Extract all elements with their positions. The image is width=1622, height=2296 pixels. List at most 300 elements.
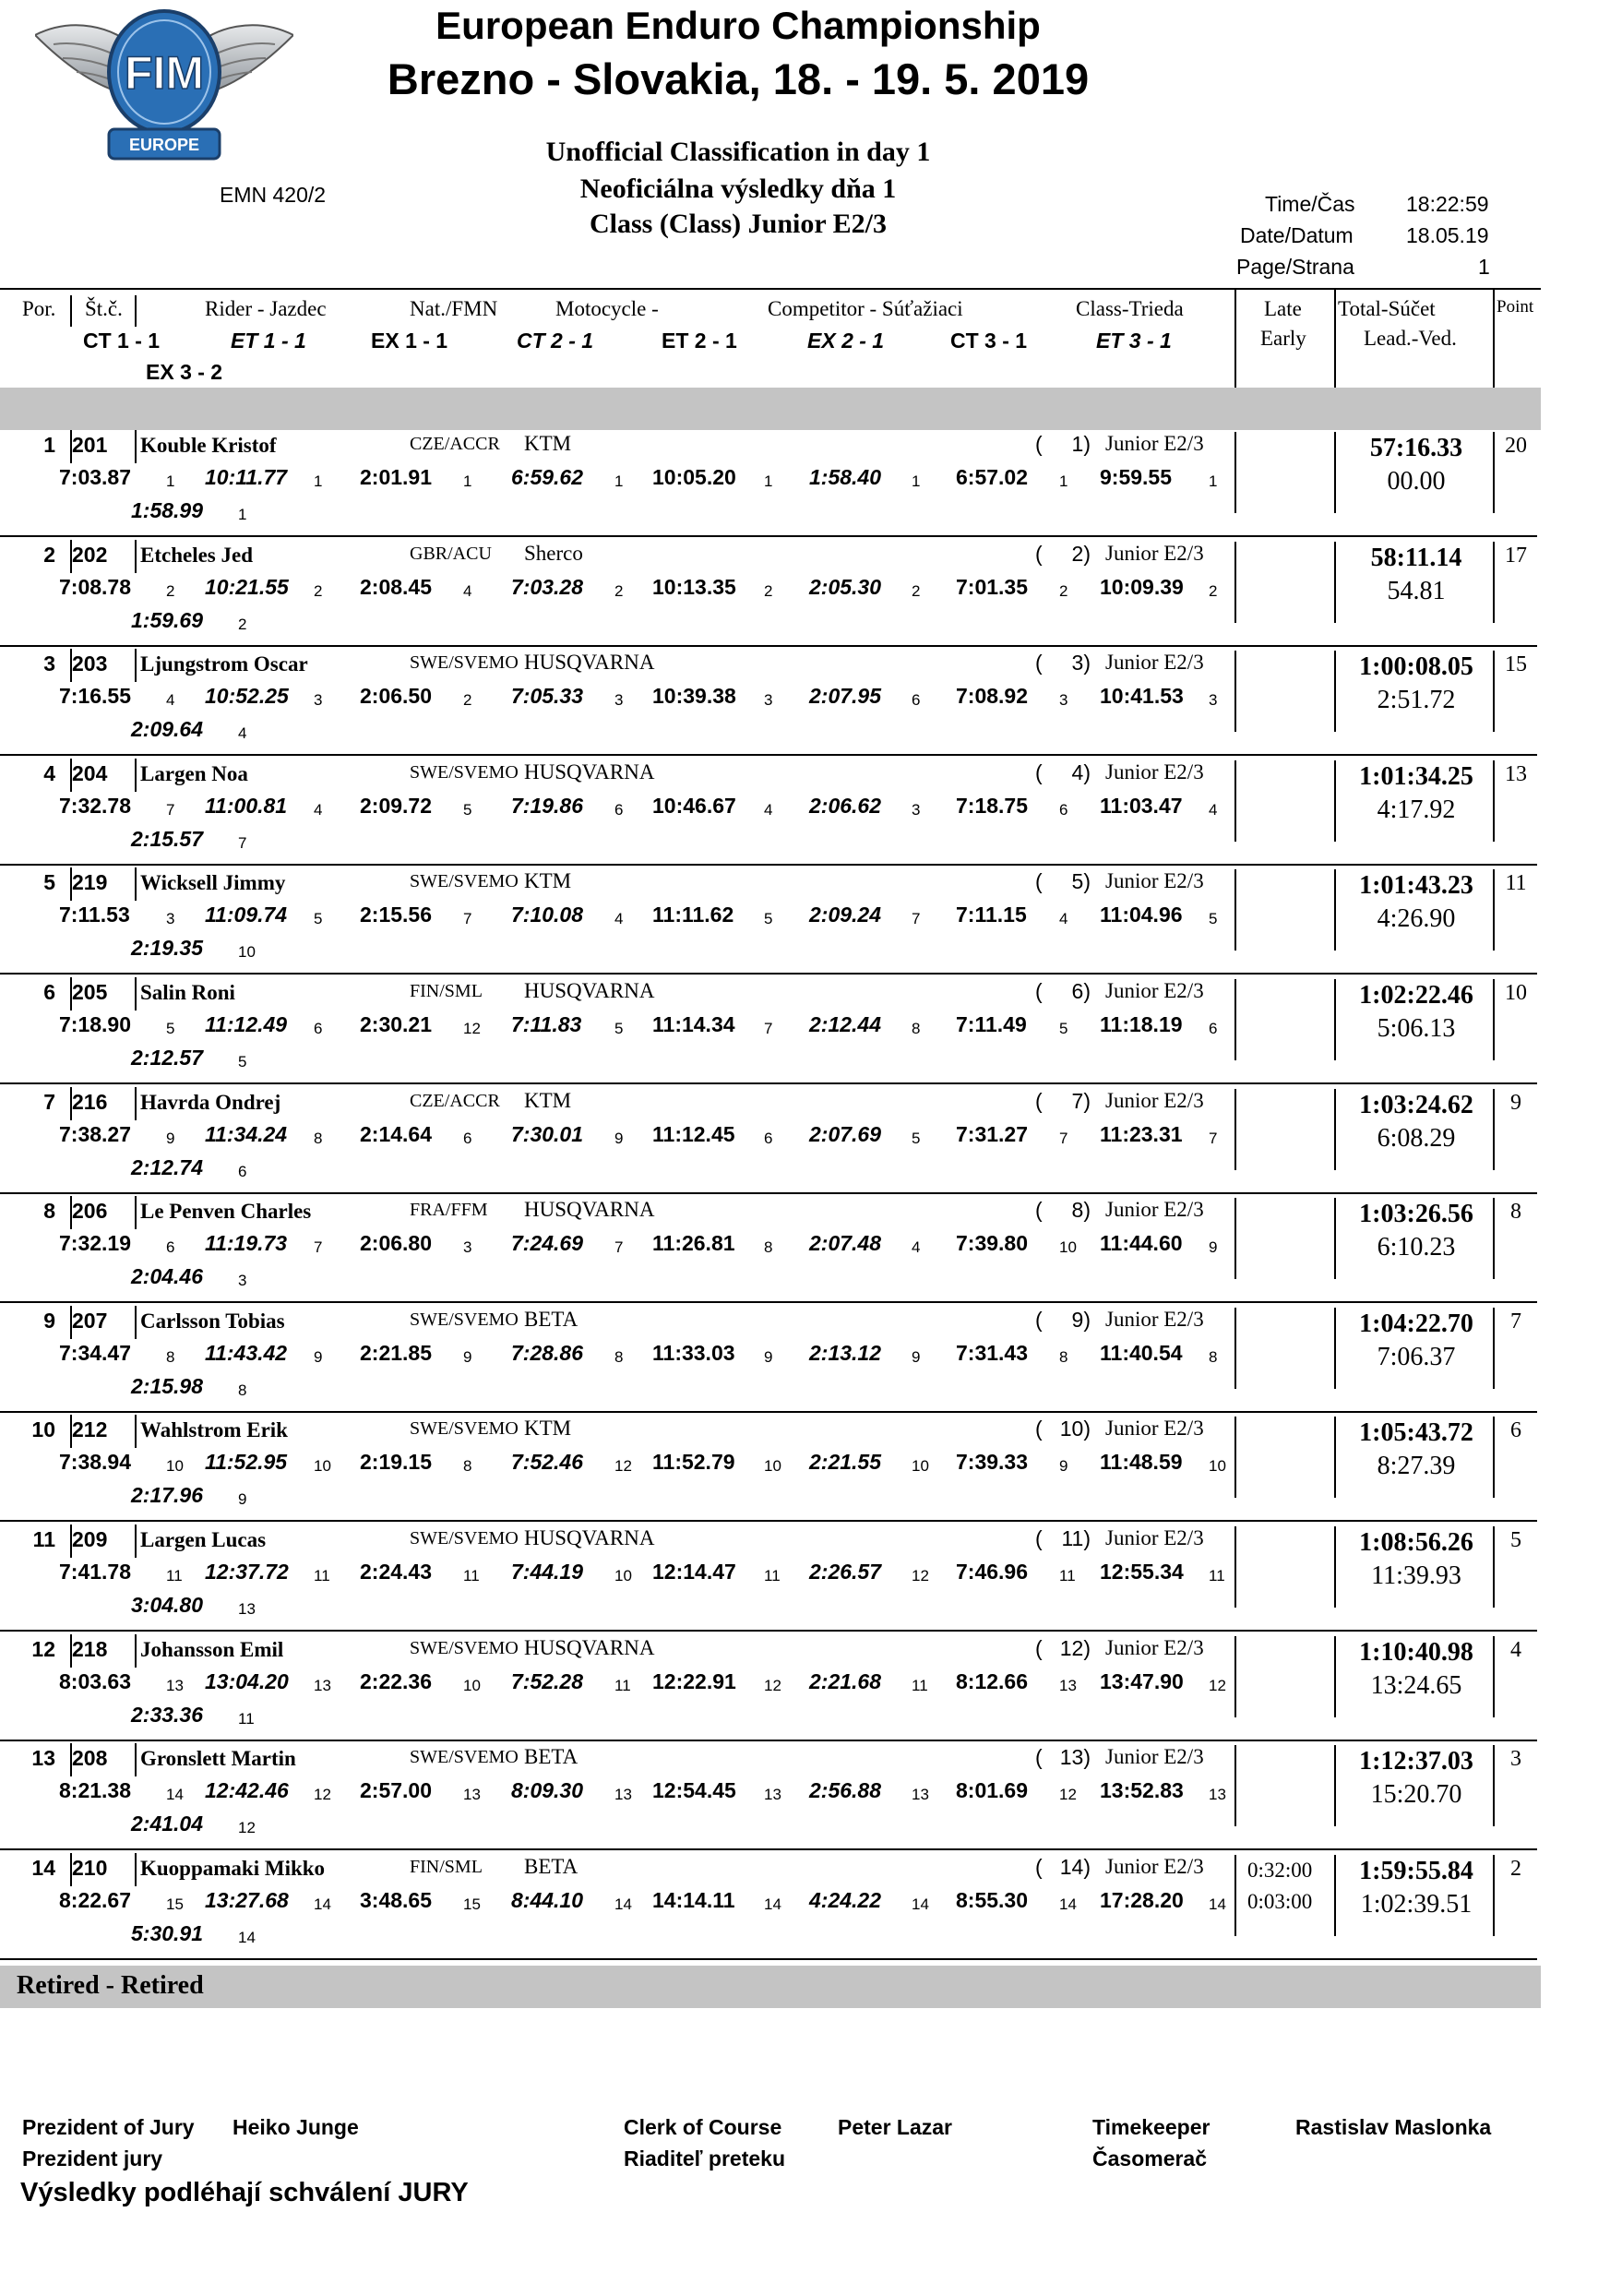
table-row: [0, 974, 1537, 1084]
column-divider: [1334, 1417, 1336, 1498]
ct1-time: 7:34.47: [59, 1340, 132, 1365]
total-time: 1:59:55.84: [1359, 1856, 1473, 1885]
column-divider: [1234, 1636, 1236, 1717]
rider-name: Wicksell Jimmy: [140, 871, 286, 895]
et1-time: 13:27.68: [205, 1887, 289, 1912]
ct1-time: 7:11.53: [59, 903, 130, 927]
ex2-time: 2:12.44: [809, 1012, 882, 1036]
col-class: Class-Trieda: [1076, 297, 1184, 320]
header-top-line: [0, 288, 1541, 290]
ex2-rank: 14: [912, 1895, 929, 1913]
et1-rank: 6: [314, 1020, 323, 1037]
start-number: 218: [72, 1636, 108, 1661]
et3-time: 10:09.39: [1100, 574, 1184, 599]
jury-name: Heiko Junge: [233, 2115, 359, 2139]
points: 5: [1510, 1528, 1521, 1552]
position: 4: [43, 760, 55, 785]
column-divider: [135, 1525, 137, 1558]
et1-rank: 9: [314, 1347, 323, 1366]
competitor-number: 1): [1071, 432, 1091, 456]
ct2-time: 7:44.19: [511, 1560, 584, 1584]
ct3-time: 7:18.75: [956, 793, 1029, 818]
ex2-rank: 4: [912, 1238, 921, 1257]
table-row: [0, 1849, 1537, 1960]
ex1-time: 2:22.36: [360, 1668, 433, 1693]
subtitle-sk: Neoficiálna výsledky dňa 1: [579, 173, 897, 204]
et2-time: 11:14.34: [652, 1012, 735, 1036]
et2-time: 12:22.91: [652, 1668, 736, 1693]
ex2-time: 2:07.69: [809, 1121, 882, 1146]
start-number: 206: [72, 1199, 108, 1224]
et1-time: 11:12.49: [205, 1012, 288, 1036]
column-divider: [1234, 869, 1236, 951]
nation-fmn: SWE/SVEMO: [410, 1528, 519, 1549]
start-number: 208: [72, 1746, 108, 1771]
et3-time: 11:18.19: [1100, 1012, 1183, 1036]
points: 13: [1505, 761, 1527, 786]
column-divider: [1334, 1308, 1336, 1389]
ct1-time: 7:18.90: [59, 1012, 132, 1036]
nation-fmn: SWE/SVEMO: [410, 652, 519, 674]
et2-time: 12:14.47: [652, 1560, 736, 1584]
nation-fmn: FIN/SML: [410, 1856, 483, 1877]
position: 12: [31, 1636, 55, 1661]
clerk-label-sk: Riaditeľ preteku: [624, 2147, 786, 2170]
rider-name: Le Penven Charles: [140, 1200, 312, 1224]
ex1-time: 2:30.21: [360, 1012, 433, 1036]
et3-rank: 9: [1209, 1238, 1218, 1257]
ct2-rank: 3: [614, 691, 624, 710]
jury-label: Prezident of Jury: [22, 2115, 195, 2139]
early-time: 0:03:00: [1247, 1889, 1313, 1913]
et1-time: 12:37.72: [205, 1560, 289, 1584]
ex1-time: 2:57.00: [360, 1778, 433, 1803]
ex2-time: 4:24.22: [809, 1887, 882, 1912]
ct1-time: 8:22.67: [59, 1887, 132, 1912]
col-ct31: CT 3 - 1: [950, 329, 1028, 353]
competitor-number: 14): [1059, 1854, 1091, 1879]
ct2-rank: 5: [614, 1020, 624, 1037]
column-divider: [1234, 1308, 1236, 1389]
et2-time: 14:14.11: [652, 1887, 735, 1912]
ex3-rank: 5: [238, 1053, 247, 1070]
et2-rank: 12: [764, 1676, 781, 1694]
class: Junior E2/3: [1105, 869, 1204, 893]
ct2-time: 7:19.86: [511, 793, 584, 818]
ct1-rank: 1: [166, 472, 175, 490]
page-label: Page/Strana: [1236, 255, 1354, 279]
table-row: [0, 1192, 1537, 1303]
rider-name: Kuoppamaki Mikko: [140, 1856, 326, 1880]
start-number: 204: [72, 760, 108, 785]
timekeeper-label: Timekeeper: [1092, 2115, 1211, 2139]
ex3-time: 2:04.46: [131, 1264, 204, 1289]
lead-gap: 1:02:39.51: [1360, 1889, 1473, 1919]
ex2-time: 2:56.88: [809, 1778, 882, 1803]
ex2-time: 2:09.24: [809, 903, 882, 927]
motorcycle: HUSQVARNA: [524, 651, 655, 675]
col-stc: Št.č.: [85, 297, 123, 320]
et3-time: 11:44.60: [1100, 1231, 1183, 1256]
et2-rank: 4: [764, 800, 773, 819]
column-divider: [1334, 1636, 1336, 1717]
column-divider: [1234, 1855, 1236, 1936]
et2-time: 10:13.35: [652, 574, 736, 599]
ct3-rank: 8: [1059, 1347, 1068, 1366]
column-divider: [135, 649, 137, 682]
table-row: [0, 426, 1537, 537]
ct3-time: 7:31.27: [956, 1121, 1029, 1146]
ct1-rank: 6: [166, 1238, 175, 1257]
et1-rank: 5: [314, 910, 323, 928]
ex3-rank: 2: [238, 615, 247, 633]
et2-rank: 1: [764, 472, 773, 490]
ct2-rank: 2: [614, 581, 624, 600]
ex1-time: 2:15.56: [360, 903, 433, 927]
ex2-rank: 13: [912, 1786, 929, 1804]
et3-time: 9:59.55: [1100, 465, 1173, 489]
et3-rank: 5: [1209, 910, 1218, 928]
ex1-rank: 8: [463, 1457, 472, 1476]
lead-gap: 5:06.13: [1377, 1014, 1456, 1043]
rider-name: Etcheles Jed: [140, 543, 254, 567]
column-divider: [1234, 432, 1236, 513]
et3-rank: 12: [1209, 1676, 1226, 1694]
column-divider: [135, 1196, 137, 1229]
et2-time: 10:05.20: [652, 465, 736, 489]
ex2-rank: 2: [912, 581, 921, 600]
nation-fmn: SWE/SVEMO: [410, 1418, 519, 1440]
et1-rank: 7: [314, 1238, 323, 1257]
start-number: 205: [72, 980, 108, 1004]
col-nat: Nat./FMN: [410, 297, 498, 320]
nation-fmn: SWE/SVEMO: [410, 1309, 519, 1330]
et1-rank: 8: [314, 1129, 323, 1147]
et3-time: 13:47.90: [1100, 1668, 1184, 1693]
et1-rank: 13: [314, 1676, 331, 1694]
class: Junior E2/3: [1105, 1307, 1204, 1331]
ex1-rank: 12: [463, 1020, 481, 1037]
total-time: 57:16.33: [1369, 434, 1463, 462]
et3-rank: 3: [1209, 691, 1218, 710]
ex1-rank: 10: [463, 1676, 481, 1694]
ct2-time: 7:10.08: [511, 903, 584, 927]
rider-name: Largen Noa: [140, 761, 248, 785]
ct1-time: 7:41.78: [59, 1560, 132, 1584]
et3-rank: 11: [1209, 1567, 1225, 1584]
competitor-paren: (: [1035, 1526, 1043, 1550]
table-row: [0, 1411, 1537, 1522]
table-row: [0, 1302, 1537, 1413]
rider-name: Wahlstrom Erik: [140, 1418, 288, 1442]
competitor-paren: (: [1035, 1417, 1043, 1441]
competitor-paren: (: [1035, 1854, 1043, 1879]
et3-time: 11:03.47: [1100, 793, 1183, 818]
et1-rank: 10: [314, 1457, 331, 1476]
et2-rank: 2: [764, 581, 773, 600]
et3-rank: 8: [1209, 1347, 1218, 1366]
ct3-rank: 5: [1059, 1020, 1068, 1037]
ct1-rank: 14: [166, 1786, 184, 1804]
et1-rank: 12: [314, 1786, 331, 1804]
ex2-rank: 6: [912, 691, 921, 710]
ex3-rank: 12: [238, 1819, 256, 1837]
ct2-rank: 7: [614, 1238, 624, 1257]
ex2-time: 1:58.40: [809, 465, 882, 489]
points: 3: [1510, 1747, 1521, 1772]
et1-time: 11:52.95: [205, 1450, 288, 1475]
et2-rank: 9: [764, 1347, 773, 1366]
ct3-rank: 14: [1059, 1895, 1077, 1913]
ex3-time: 5:30.91: [131, 1920, 204, 1945]
start-number: 210: [72, 1855, 108, 1880]
ex3-time: 2:12.74: [131, 1154, 204, 1179]
et1-rank: 11: [314, 1567, 330, 1584]
motorcycle: HUSQVARNA: [524, 1198, 655, 1222]
total-time: 1:00:08.05: [1359, 652, 1473, 682]
position: 11: [32, 1527, 55, 1551]
et1-time: 12:42.46: [205, 1778, 289, 1803]
ex1-rank: 1: [463, 472, 472, 490]
total-time: 1:08:56.26: [1359, 1528, 1473, 1557]
class: Junior E2/3: [1105, 1417, 1204, 1441]
total-time: 1:10:40.98: [1359, 1637, 1473, 1667]
position: 2: [43, 542, 55, 567]
ex1-time: 2:06.80: [360, 1231, 433, 1256]
class: Junior E2/3: [1105, 1198, 1204, 1222]
col-lead: Lead.-Ved.: [1364, 327, 1457, 350]
column-divider: [1234, 542, 1236, 623]
ex2-time: 2:13.12: [809, 1340, 882, 1365]
ct3-time: 8:12.66: [956, 1668, 1029, 1693]
clerk-name: Peter Lazar: [838, 2115, 953, 2139]
ct2-rank: 1: [614, 472, 624, 490]
et3-time: 17:28.20: [1100, 1887, 1184, 1912]
et3-rank: 1: [1209, 472, 1218, 490]
position: 8: [43, 1199, 55, 1224]
ct3-time: 7:11.15: [956, 903, 1027, 927]
rider-name: Carlsson Tobias: [140, 1309, 285, 1333]
column-divider: [1234, 1089, 1236, 1170]
col-moto: Motocycle -: [555, 297, 659, 320]
et3-rank: 6: [1209, 1020, 1218, 1037]
et2-time: 10:39.38: [652, 684, 736, 709]
column-divider: [1334, 432, 1336, 513]
ct2-rank: 8: [614, 1347, 624, 1366]
ct3-rank: 9: [1059, 1457, 1068, 1476]
et2-rank: 14: [764, 1895, 781, 1913]
ct2-time: 7:05.33: [511, 684, 584, 709]
ex1-time: 2:06.50: [360, 684, 433, 709]
ct2-time: 7:11.83: [511, 1012, 582, 1036]
col-late: Late: [1264, 297, 1302, 320]
column-divider: [1334, 542, 1336, 623]
et2-time: 12:54.45: [652, 1778, 736, 1803]
competitor-number: 2): [1071, 541, 1091, 566]
ct1-rank: 7: [166, 800, 175, 819]
position: 1: [43, 433, 55, 457]
ex3-rank: 10: [238, 943, 256, 962]
ex1-rank: 11: [463, 1567, 480, 1584]
ct1-time: 7:08.78: [59, 574, 132, 599]
lead-gap: 7:06.37: [1377, 1342, 1456, 1371]
ct2-rank: 9: [614, 1129, 624, 1147]
et3-time: 11:04.96: [1100, 903, 1183, 927]
ex1-time: 2:21.85: [360, 1340, 433, 1365]
start-number: 201: [72, 433, 108, 457]
column-divider: [1234, 1526, 1236, 1608]
ex3-time: 1:59.69: [131, 607, 204, 632]
ex3-rank: 3: [238, 1272, 247, 1290]
ex1-time: 3:48.65: [360, 1887, 433, 1912]
ex2-time: 2:21.68: [809, 1668, 882, 1693]
total-time: 1:01:43.23: [1359, 871, 1473, 901]
lead-gap: 00.00: [1387, 467, 1446, 496]
ct3-time: 8:01.69: [956, 1778, 1029, 1803]
ct3-rank: 3: [1059, 691, 1068, 710]
time-value: 18:22:59: [1406, 192, 1489, 216]
ex1-time: 2:09.72: [360, 793, 433, 818]
ct2-time: 8:09.30: [511, 1778, 584, 1803]
points: 15: [1505, 652, 1527, 677]
competitor-paren: (: [1035, 1635, 1043, 1660]
motorcycle: KTM: [524, 1088, 572, 1112]
competitor-number: 8): [1071, 1198, 1091, 1223]
column-divider: [135, 1087, 137, 1120]
ex1-rank: 9: [463, 1347, 472, 1366]
column-divider: [135, 867, 137, 901]
total-time: 1:12:37.03: [1359, 1747, 1473, 1776]
lead-gap: 8:27.39: [1377, 1452, 1456, 1481]
ex2-time: 2:07.95: [809, 684, 882, 709]
column-divider: [1334, 651, 1336, 732]
ex1-rank: 4: [463, 581, 472, 600]
ex3-time: 3:04.80: [131, 1593, 204, 1617]
ex2-rank: 11: [912, 1676, 928, 1694]
ex3-time: 2:12.57: [131, 1046, 204, 1070]
ex2-time: 2:05.30: [809, 574, 882, 599]
competitor-paren: (: [1035, 1307, 1043, 1332]
ct3-rank: 7: [1059, 1129, 1068, 1147]
ct1-time: 7:38.27: [59, 1121, 132, 1146]
table-row: [0, 645, 1537, 756]
column-divider: [135, 1853, 137, 1886]
ct3-time: 7:46.96: [956, 1560, 1029, 1584]
column-divider: [135, 430, 137, 463]
table-row: [0, 864, 1537, 975]
table-row: [0, 755, 1537, 866]
nation-fmn: CZE/ACCR: [410, 1090, 500, 1111]
competitor-number: 5): [1071, 869, 1091, 894]
total-time: 1:01:34.25: [1359, 761, 1473, 791]
ex3-rank: 9: [238, 1490, 247, 1509]
ex3-time: 1:58.99: [131, 498, 204, 522]
column-divider: [1334, 760, 1336, 842]
timekeeper-label-sk: Časomerač: [1092, 2147, 1208, 2170]
ex3-rank: 13: [238, 1600, 256, 1618]
ex3-time: 2:41.04: [131, 1812, 204, 1836]
competitor-number: 13): [1059, 1745, 1091, 1770]
ex1-time: 2:14.64: [360, 1121, 433, 1146]
ex3-rank: 4: [238, 724, 247, 743]
ct2-time: 7:52.28: [511, 1668, 584, 1693]
ct2-rank: 13: [614, 1786, 632, 1804]
et1-time: 11:00.81: [205, 793, 288, 818]
et3-time: 10:41.53: [1100, 684, 1184, 709]
date-value: 18.05.19: [1406, 223, 1489, 247]
nation-fmn: SWE/SVEMO: [410, 761, 519, 783]
ct2-time: 8:44.10: [511, 1887, 584, 1912]
class: Junior E2/3: [1105, 1854, 1204, 1878]
et2-time: 10:46.67: [652, 793, 736, 818]
ex1-rank: 7: [463, 910, 472, 928]
motorcycle: KTM: [524, 1417, 572, 1441]
table-row: [0, 1521, 1537, 1632]
start-number: 219: [72, 870, 108, 895]
points: 2: [1510, 1856, 1521, 1881]
ct2-time: 6:59.62: [511, 465, 584, 489]
class: Junior E2/3: [1105, 651, 1204, 675]
ex1-rank: 5: [463, 800, 472, 819]
et2-time: 11:33.03: [652, 1340, 735, 1365]
column-divider: [135, 1306, 137, 1339]
et1-rank: 1: [314, 472, 323, 490]
nation-fmn: FRA/FFM: [410, 1200, 488, 1221]
total-time: 1:04:22.70: [1359, 1309, 1473, 1338]
ex2-rank: 5: [912, 1129, 921, 1147]
start-number: 207: [72, 1308, 108, 1333]
competitor-number: 4): [1071, 759, 1091, 784]
ct3-time: 6:57.02: [956, 465, 1029, 489]
ex2-rank: 10: [912, 1457, 929, 1476]
et3-time: 11:40.54: [1100, 1340, 1183, 1365]
motorcycle: BETA: [524, 1745, 578, 1769]
points: 10: [1505, 981, 1527, 1005]
late-time: 0:32:00: [1247, 1858, 1313, 1882]
et1-time: 10:21.55: [205, 574, 289, 599]
column-divider: [1234, 1417, 1236, 1498]
ex3-rank: 7: [238, 833, 247, 852]
class: Junior E2/3: [1105, 432, 1204, 455]
competitor-paren: (: [1035, 979, 1043, 1003]
et2-rank: 7: [764, 1020, 773, 1037]
motorcycle: KTM: [524, 869, 572, 893]
et2-rank: 11: [764, 1567, 781, 1584]
column-divider: [135, 540, 137, 573]
ex1-rank: 15: [463, 1895, 481, 1913]
total-time: 1:02:22.46: [1359, 981, 1473, 1010]
ct3-time: 7:39.33: [956, 1450, 1029, 1475]
points: 17: [1505, 543, 1527, 568]
total-time: 1:03:24.62: [1359, 1090, 1473, 1119]
competitor-number: 12): [1059, 1635, 1091, 1660]
column-divider: [1334, 1745, 1336, 1826]
ct1-rank: 10: [166, 1457, 184, 1476]
et1-rank: 2: [314, 581, 323, 600]
competitor-paren: (: [1035, 869, 1043, 894]
ex3-time: 2:19.35: [131, 936, 204, 961]
col-ex21: EX 2 - 1: [807, 329, 885, 353]
class: Junior E2/3: [1105, 1745, 1204, 1769]
ex3-rank: 6: [238, 1162, 247, 1180]
approval-note: Výsledky podléhají schválení JURY: [20, 2178, 469, 2207]
rider-name: Largen Lucas: [140, 1528, 267, 1551]
start-number: 216: [72, 1089, 108, 1114]
start-number: 212: [72, 1417, 108, 1442]
nation-fmn: SWE/SVEMO: [410, 871, 519, 892]
ex2-rank: 1: [912, 472, 921, 490]
col-total: Total-Súčet: [1338, 297, 1436, 320]
